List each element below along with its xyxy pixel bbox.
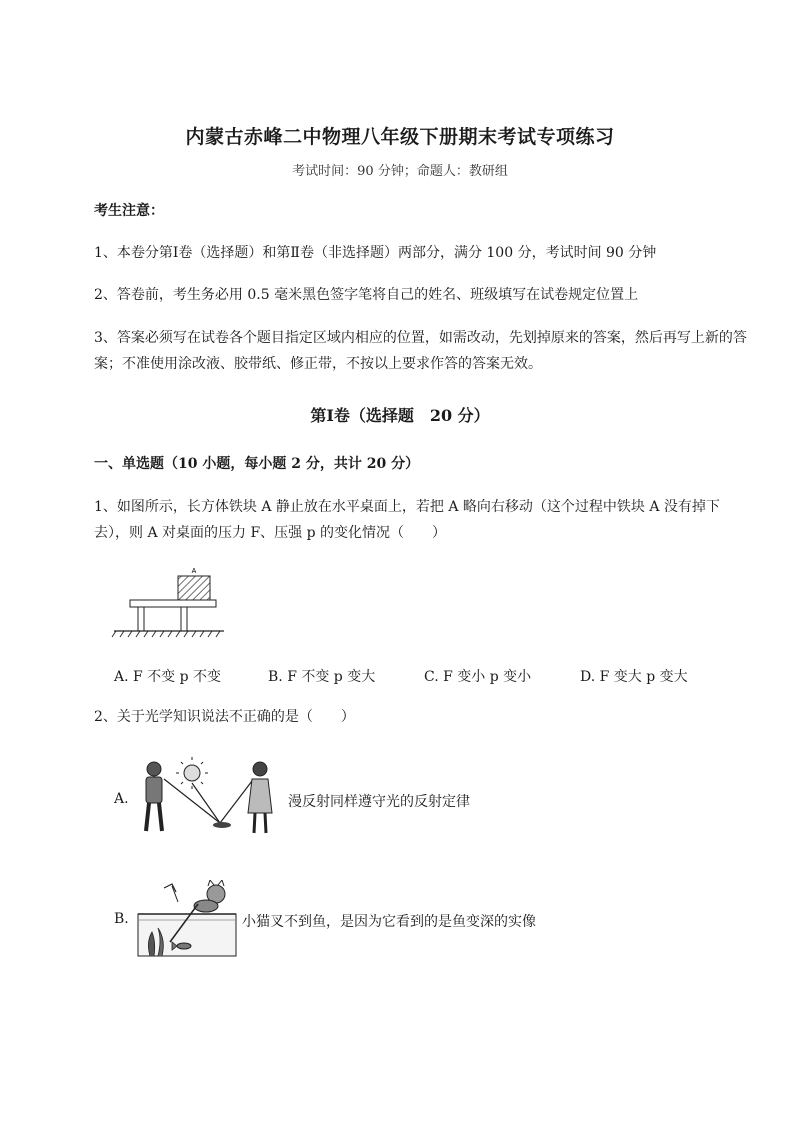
exam-info: 考试时间：90 分钟；命题人：教研组 — [292, 164, 508, 179]
question-1-stem: 1、如图所示，长方体铁块 A 静止放在水平桌面上，若把 A 略向右移动（这个过程中铁块 A 没有掉下去），则 A 对桌面的压力 F、压强 p 的变化情况（ ） — [94, 499, 720, 541]
question-2-option-b-text: 小猫叉不到鱼，是因为它看到的是鱼变深的实像 — [242, 914, 536, 930]
question-2-option-a-text: 漫反射同样遵守光的反射定律 — [288, 794, 470, 810]
cat-fishing-illustration — [136, 880, 240, 960]
part-heading: 一、单选题（10 小题，每小题 2 分，共计 20 分） — [94, 456, 420, 472]
page-title: 内蒙古赤峰二中物理八年级下册期末考试专项练习 — [185, 126, 615, 148]
question-1-option-c: C. F 变小 p 变小 — [424, 669, 532, 685]
notice-item-2: 2、答卷前，考生务必用 0.5 毫米黑色签字笔将自己的姓名、班级填写在试卷规定位置上 — [94, 287, 639, 303]
notice-item-3: 3、答案必须写在试卷各个题目指定区域内相应的位置，如需改动，先划掉原来的答案，然后再写上新的答案；不准使用涂改液、胶带纸、修正带，不按以上要求作答的答案无效。 — [94, 330, 747, 372]
diffuse-reflection-illustration — [136, 757, 284, 839]
question-1-option-b: B. F 不变 p 变大 — [268, 669, 376, 685]
notice-heading: 考生注意： — [94, 203, 164, 219]
question-2-stem: 2、关于光学知识说法不正确的是（ ） — [94, 709, 355, 725]
block-label: A — [191, 568, 197, 575]
question-2-option-a-letter: A. — [114, 791, 129, 807]
table-block-figure — [110, 562, 230, 642]
question-2-option-b-letter: B. — [114, 911, 129, 927]
question-1-option-a: A. F 不变 p 不变 — [114, 669, 222, 685]
question-1-option-d: D. F 变大 p 变大 — [580, 669, 688, 685]
notice-item-1: 1、本卷分第Ⅰ卷（选择题）和第Ⅱ卷（非选择题）两部分，满分 100 分，考试时间 90 分钟 — [94, 245, 657, 261]
section-title: 第Ⅰ卷（选择题 20 分） — [310, 406, 490, 425]
